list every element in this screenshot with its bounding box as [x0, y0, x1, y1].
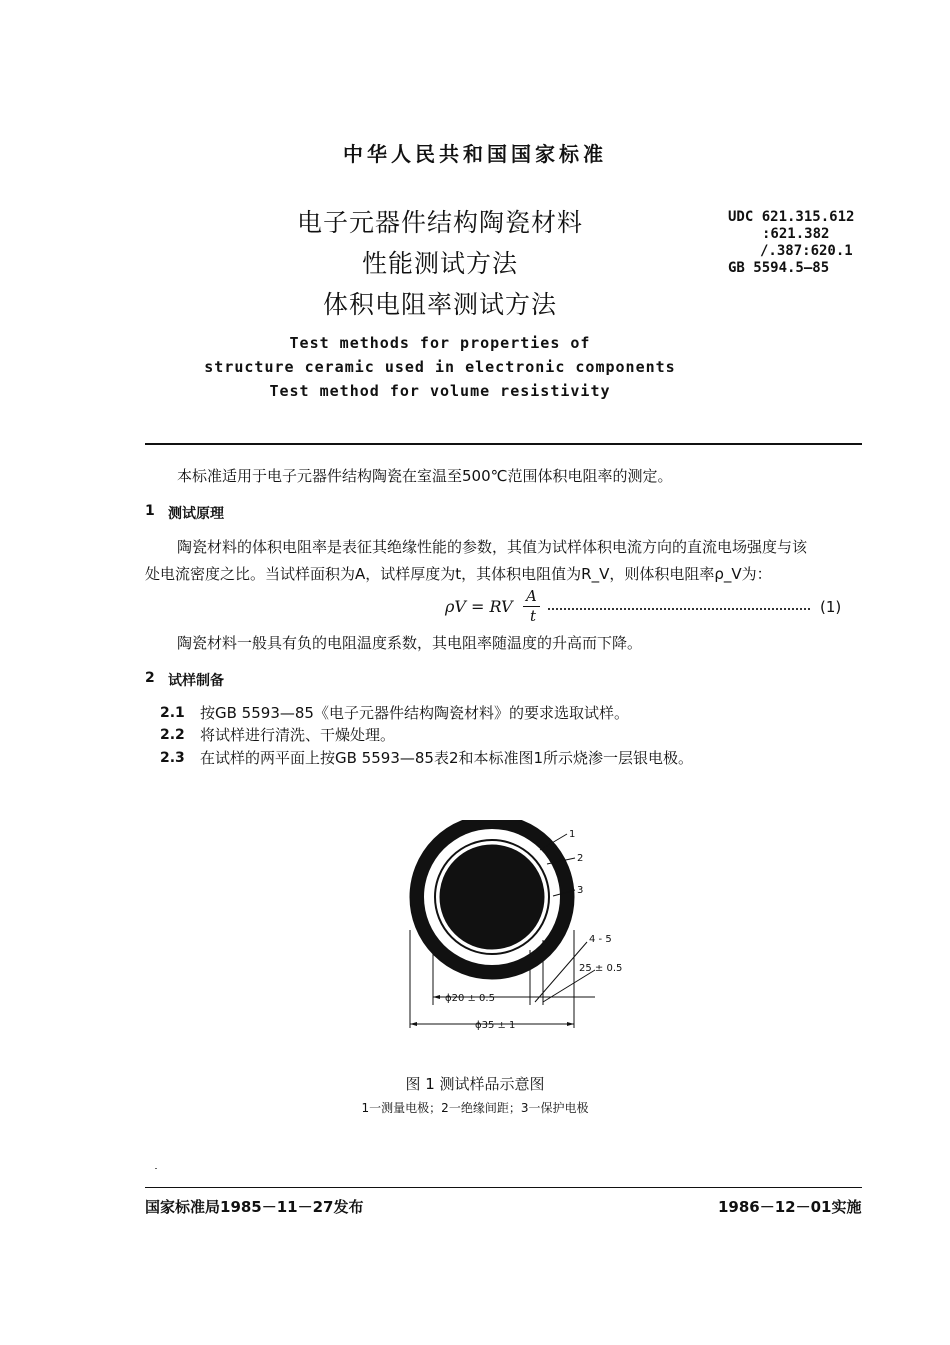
item-2-3-text: 在试样的两平面上按GB 5593—85表2和本标准图1所示烧渗一层银电极。 — [200, 749, 694, 767]
figure-caption: 图 1 测试样品示意图 — [405, 1075, 545, 1093]
standard-number: GB 5594.5—85 — [728, 260, 830, 276]
title-en-line-2: structure ceramic used in electronic components — [204, 358, 676, 376]
electrode-diagram — [395, 820, 655, 1040]
header-divider — [145, 443, 862, 445]
section-2-title: 试样制备 — [168, 673, 224, 689]
footer-divider — [145, 1187, 862, 1188]
section-1-title: 测试原理 — [168, 506, 224, 522]
item-2-3-number: 2.3 — [160, 750, 185, 766]
dimension-gap-label: 4 - 5 — [589, 934, 612, 945]
udc-line-3: /.387:620.1 — [760, 243, 853, 259]
title-cn-line-2: 性能测试方法 — [361, 249, 518, 278]
effective-date: 1986－12－01实施 — [718, 1198, 862, 1216]
formula-lhs: ρV = RV — [445, 597, 513, 616]
item-2-1-number: 2.1 — [160, 705, 185, 721]
dimension-inner-diameter-label: ϕ20 ± 0.5 — [445, 993, 495, 1004]
item-2-2-text: 将试样进行清洗、干燥处理。 — [200, 726, 396, 744]
formula-leader-dots — [548, 598, 810, 610]
measuring-electrode — [440, 845, 544, 949]
arrowhead-outer-left — [410, 1022, 417, 1026]
dimension-ring-label: 25 ± 0.5 — [579, 963, 623, 974]
section-1-para-1-line-2: 处电流密度之比。当试样面积为A，试样厚度为t，其体积电阻值为R_V，则体积电阻率ρ_V为： — [145, 565, 772, 583]
formula-denominator: t — [530, 607, 537, 625]
section-2-number: 2 — [145, 670, 155, 686]
dimension-outer-diameter-label: ϕ35 ± 1 — [475, 1020, 516, 1031]
title-cn-line-3: 体积电阻率测试方法 — [322, 290, 557, 319]
section-1-para-1-line-1: 陶瓷材料的体积电阻率是表征其绝缘性能的参数，其值为试样体积电流方向的直流电场强度与该 — [177, 538, 808, 556]
arrowhead-inner-left — [433, 995, 440, 999]
title-en-line-3: Test method for volume resistivity — [269, 382, 611, 400]
equation-number: (1) — [820, 598, 842, 616]
figure-legend: 1一测量电极；2一绝缘间距；3一保护电极 — [361, 1101, 589, 1115]
section-1-para-2: 陶瓷材料一般具有负的电阻温度系数，其电阻率随温度的升高而下降。 — [177, 634, 643, 652]
item-2-1-text: 按GB 5593—85《电子元器件结构陶瓷材料》的要求选取试样。 — [200, 704, 629, 722]
callout-label-3: 3 — [577, 885, 584, 896]
national-standard-heading: 中华人民共和国国家标准 — [343, 142, 607, 166]
margin-mark — [155, 1168, 157, 1169]
udc-line-1: UDC 621.315.612 — [728, 209, 855, 225]
issue-date: 国家标准局1985－11－27发布 — [145, 1198, 364, 1216]
intro-paragraph: 本标准适用于电子元器件结构陶瓷在室温至500℃范围体积电阻率的测定。 — [177, 467, 673, 485]
arrowhead-outer-right — [567, 1022, 574, 1026]
section-1-number: 1 — [145, 503, 155, 519]
formula-numerator: A — [526, 587, 537, 605]
callout-label-1: 1 — [569, 829, 576, 840]
title-en-line-1: Test methods for properties of — [289, 334, 591, 352]
callout-label-2: 2 — [577, 853, 584, 864]
item-2-2-number: 2.2 — [160, 727, 185, 743]
udc-line-2: :621.382 — [762, 226, 830, 242]
title-cn-line-1: 电子元器件结构陶瓷材料 — [296, 208, 583, 237]
